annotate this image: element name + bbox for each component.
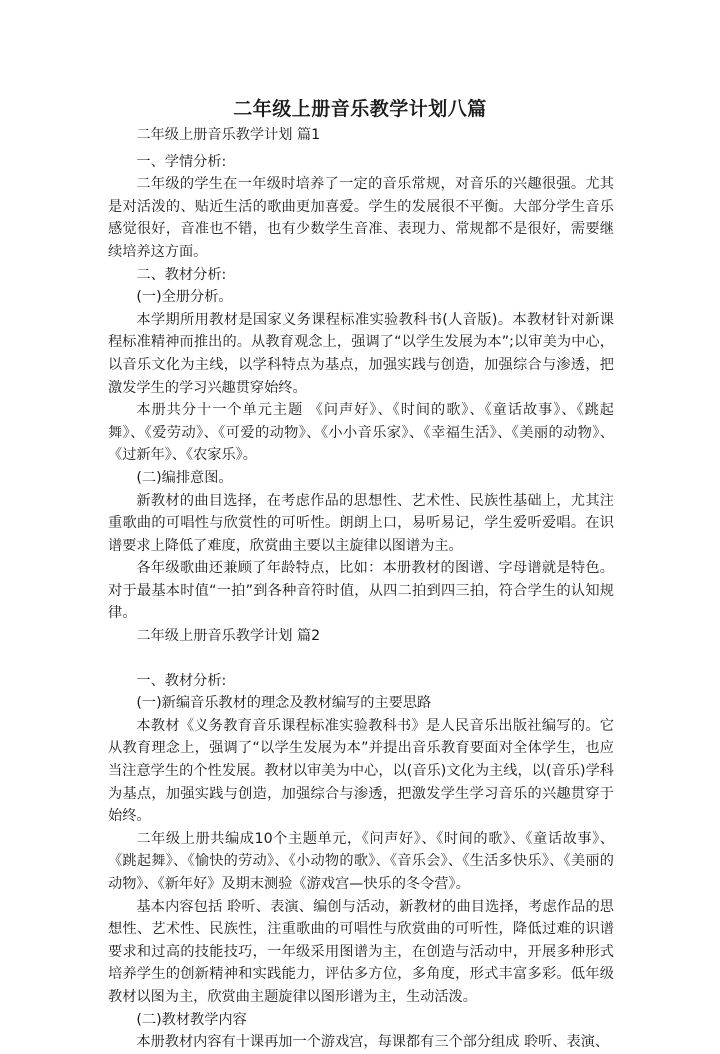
document-body bbox=[108, 124, 614, 1054]
paragraph-unit-list: 本册共分十一个单元主题 《问声好》、《时间的歌》、《童话故事》、《跳起舞》、《爱劳动》、《可爱的动物》、《小小音乐家》、《幸福生活》、《美丽的动物》、《过新年》、《农家乐》。 bbox=[108, 402, 614, 464]
paragraph-new-textbook-ideas: 本教材《义务教育音乐课程标准实验教科书》是人民音乐出版社编写的。它从教育理念上，强调了“以学生发展为本”并提出音乐教育要面对全体学生，也应当注意学生的个性发展。教材以审美为中心，以(音乐)文化为主线，以(音乐)学科为基点，加强实践与创造，加强综合与渗透，把激发学生学习音乐的兴趣贯穿于始终。 bbox=[108, 717, 614, 825]
subheading-arrangement: (二)编排意图。 bbox=[136, 469, 233, 486]
document-title: 二年级上册音乐教学计划八篇 bbox=[233, 98, 487, 120]
paragraph-theme-units: 二年级上册共编成10个主题单元，《问声好》、《时间的歌》、《童话故事》、《跳起舞》、《愉快的劳动》、《小动物的歌》、《音乐会》、《生活多快乐》、《美丽的动物》、《新年好》及期末测验《游戏宫—快乐的冬令营》。 bbox=[108, 830, 614, 892]
paragraph-teaching-content: 本册教材内容有十课再加一个游戏宫，每课都有三个部分组成 聆听、表演、 bbox=[136, 1034, 610, 1051]
section-heading-2: 二年级上册音乐教学计划 篇2 bbox=[136, 628, 321, 645]
paragraph-learner-analysis: 二年级的学生在一年级时培养了一定的音乐常规，对音乐的兴趣很强。尤其是对活泼的、贴近生活的歌曲更加喜爱。学生的发展很不平衡。大部分学生音乐感觉很好，音准也不错，也有少数学生音准、表现力、常规都不是很好，需要继续培养这方面。 bbox=[108, 176, 614, 260]
subheading-textbook-analysis-2: 一、教材分析: bbox=[136, 672, 227, 689]
subheading-textbook-analysis: 二、教材分析: bbox=[136, 266, 227, 283]
section-heading-1: 二年级上册音乐教学计划 篇1 bbox=[136, 127, 321, 143]
paragraph-age-features: 各年级歌曲还兼顾了年龄特点，比如：本册教材的图谱、字母谱就是特色。对于最基本时值“一拍”到各种音符时值，从四二拍到四三拍，符合学生的认知规律。 bbox=[108, 560, 614, 622]
paragraph-basic-content: 基本内容包括 聆听、表演、编创与活动，新教材的曲目选择，考虑作品的思想性、艺术性、民族性，注重歌曲的可唱性与欣赏曲的可听性，降低过难的识谱要求和过高的技能技巧，一年级采用图谱为主，在创造与活动中，开展多种形式培养学生的创新精神和实践能力，评估多方位，多角度，形式丰富多彩。低年级教材以图为主，欣赏曲主题旋律以图形谱为主，生动活泼。 bbox=[108, 898, 614, 1005]
subheading-new-textbook-ideas: (一)新编音乐教材的理念及教材编写的主要思路 bbox=[136, 695, 432, 712]
paragraph-arrangement: 新教材的曲目选择，在考虑作品的思想性、艺术性、民族性基础上，尤其注重歌曲的可唱性与欣赏性的可听性。朗朗上口，易听易记，学生爱听爱唱。在识谱要求上降低了难度，欣赏曲主要以主旋律以图谱为主。 bbox=[108, 492, 614, 554]
subheading-teaching-content: (二)教材教学内容 bbox=[136, 1011, 247, 1028]
paragraph-whole-book: 本学期所用教材是国家义务课程标准实验教科书(人音版)。本教材针对新课程标准精神而推出的。从教育观念上，强调了“以学生发展为本”;以审美为中心，以音乐文化为主线，以学科特点为基点，加强实践与创造，加强综合与渗透，把激发学生的学习兴趣贯穿始终。 bbox=[108, 311, 614, 396]
subheading-whole-book: (一)全册分析。 bbox=[136, 289, 233, 306]
subheading-learner-analysis: 一、学情分析: bbox=[136, 153, 227, 170]
